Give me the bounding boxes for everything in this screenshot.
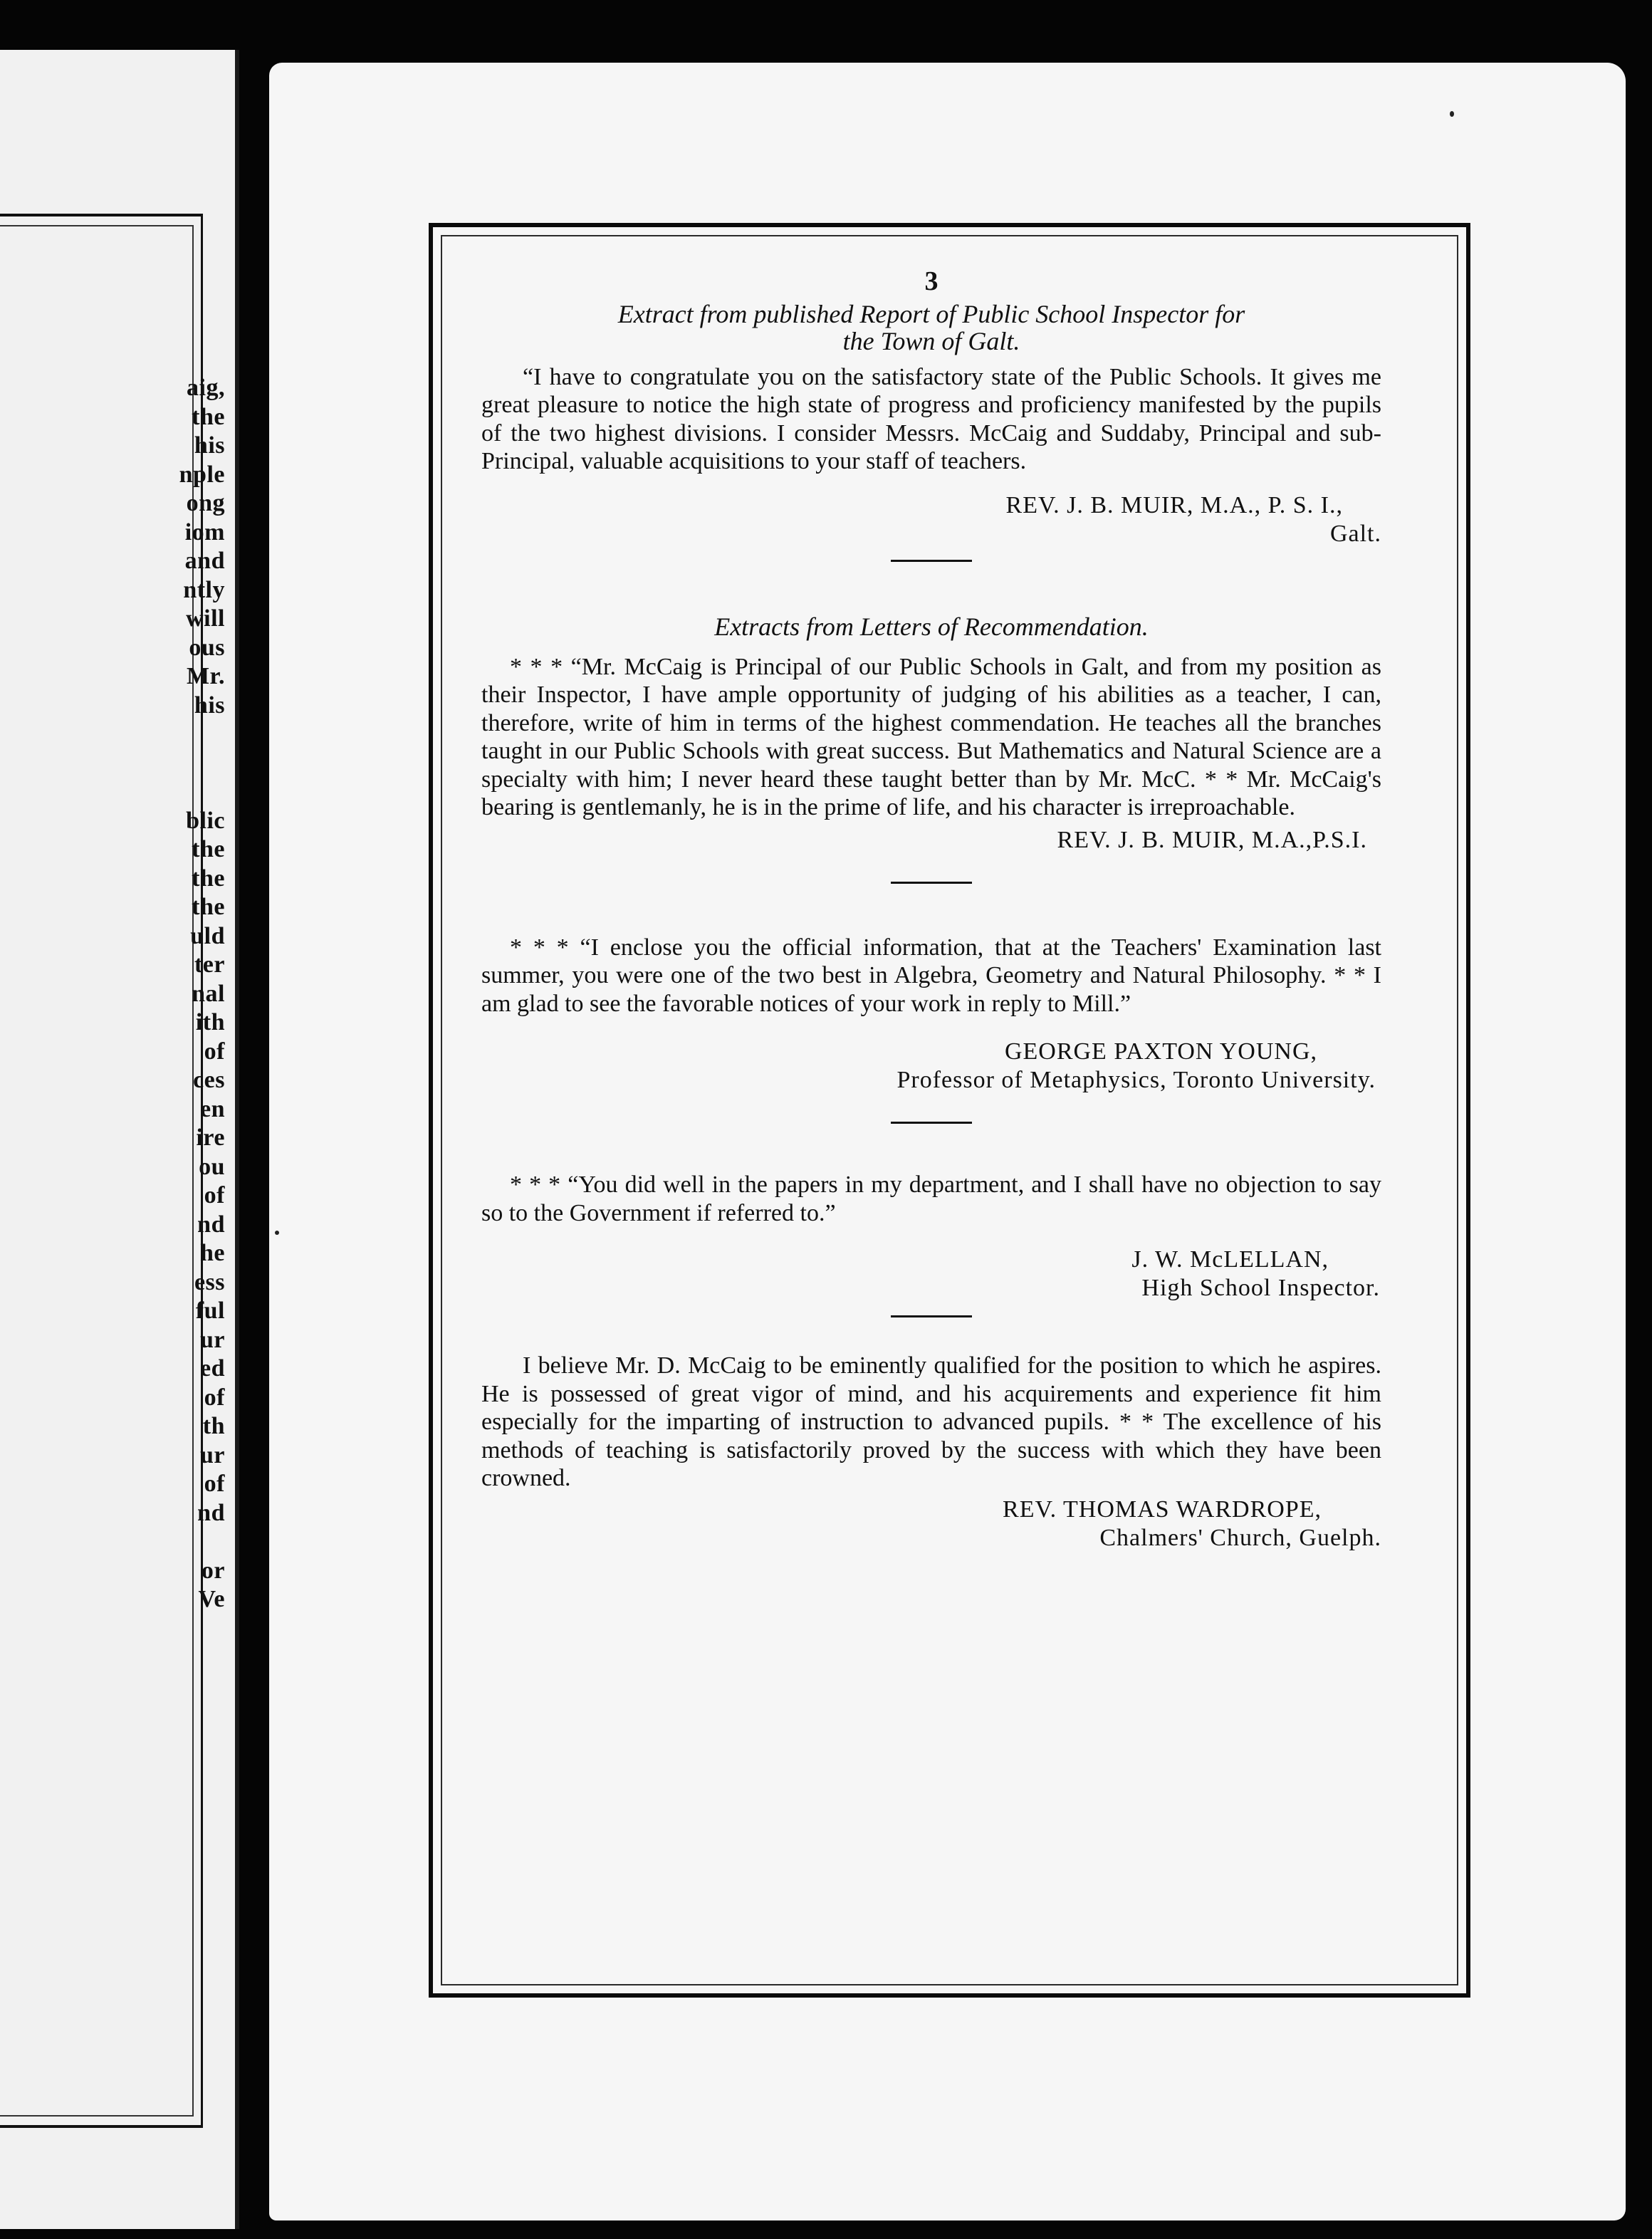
previous-page-fragment: iom xyxy=(184,518,225,546)
scan-speck xyxy=(275,1231,279,1235)
previous-page-fragment: ess xyxy=(194,1268,225,1295)
inspector-report-signature-place: Galt. xyxy=(1329,520,1381,547)
previous-page-fragment: nd xyxy=(197,1211,225,1238)
letter-young-signature-title: Professor of Metaphysics, Toronto University. xyxy=(896,1067,1376,1093)
inspector-report-text: “I have to congratulate you on the satisfactory state of the Public Schools. It gives me great pleasure to notice the high state of progress and proficiency manifested by the pupils of the two highest divisions. I consider Messrs. McCaig and Suddaby, Principal and sub-Principal, valuable acquisitions to your staff of teachers. xyxy=(481,363,1381,474)
previous-page-fragment: ire xyxy=(196,1124,225,1151)
scan-speck xyxy=(1450,111,1454,117)
letter-muir-signature: REV. J. B. MUIR, M.A.,P.S.I. xyxy=(1057,826,1367,853)
previous-page-fragment: of xyxy=(204,1384,225,1411)
previous-page-fragment xyxy=(179,720,225,749)
previous-page-fragment: ith xyxy=(195,1009,225,1035)
letter-mclellan-text: * * * “You did well in the papers in my department, and I shall have no objection to say so to the Government if referred to.” xyxy=(481,1171,1381,1226)
previous-page-fragment: he xyxy=(200,1240,225,1266)
previous-page-fragment: aig, xyxy=(187,375,225,401)
letters-heading: Extracts from Letters of Recommendation. xyxy=(714,612,1149,641)
previous-page-fragment: the xyxy=(192,894,225,920)
previous-page-fragment: en xyxy=(200,1095,225,1122)
previous-page-fragment: nple xyxy=(179,461,225,488)
previous-page-fragment: ntly xyxy=(183,576,225,603)
letter-wardrope-signature-name: REV. THOMAS WARDROPE, xyxy=(1003,1496,1322,1523)
letter-mclellan-signature-name: J. W. McLELLAN, xyxy=(1131,1246,1329,1273)
previous-page-fragment: the xyxy=(192,865,225,892)
previous-page-fragment: of xyxy=(204,1471,225,1497)
previous-page-fragment: his xyxy=(194,691,225,719)
previous-page-fragment: nal xyxy=(192,980,225,1007)
previous-page-fragment: Mr. xyxy=(186,663,225,689)
previous-page-fragment: of xyxy=(204,1182,225,1209)
previous-page-fragment: the xyxy=(192,836,225,862)
previous-page-fragment: ous xyxy=(189,634,225,661)
previous-page-fragment xyxy=(179,749,225,778)
previous-page-fragment: nd xyxy=(197,1499,225,1526)
previous-page-fragment: and xyxy=(184,548,225,574)
letter-young-text: * * * “I enclose you the official information, that at the Teachers' Examination last summer, you were one of the two best in Algebra, Geometry and Natural Philosophy. * * I am glad to see the favorable notices of your work in reply to Mill.” xyxy=(481,934,1381,1017)
page-number: 3 xyxy=(924,266,939,296)
letter-wardrope-signature-title: Chalmers' Church, Guelph. xyxy=(1099,1524,1381,1551)
document-page xyxy=(269,63,1626,2220)
previous-page-text-fragments xyxy=(179,374,225,1614)
letter-muir-text: * * * “Mr. McCaig is Principal of our Public Schools in Galt, and from my position as their Inspector, I have ample opportunity of judging of his abilities as a teacher, I can, therefore, write of him in terms of the highest commendation. He teaches all the branches taught in our Public Schools with great success. But Mathematics and Natural Science are a specialty with him; I never heard these taught better than by Mr. McC. * * Mr. McCaig's bearing is gentlemanly, he is in the prime of life, and his character is irreproachable. xyxy=(481,653,1381,820)
previous-page-fragment: or xyxy=(201,1557,225,1584)
previous-page-fragment: will xyxy=(186,605,225,632)
previous-page-fragment: uld xyxy=(190,922,225,949)
letter-young-signature-name: GEORGE PAXTON YOUNG, xyxy=(1004,1038,1317,1065)
previous-page-fragment: ces xyxy=(193,1067,225,1093)
previous-page-fragment: blic xyxy=(186,807,225,834)
previous-page-fragment: Ve xyxy=(198,1586,225,1612)
previous-page-fragment: his xyxy=(194,432,225,459)
previous-page-fragment: ou xyxy=(199,1153,225,1180)
letter-mclellan-signature-title: High School Inspector. xyxy=(1141,1275,1380,1301)
page-content xyxy=(481,268,1381,1552)
previous-page-fragment: ful xyxy=(195,1298,225,1324)
previous-page-fragment: ur xyxy=(200,1441,225,1468)
previous-page-fragment: ed xyxy=(200,1355,225,1382)
previous-page-fragment: th xyxy=(202,1413,225,1439)
previous-page-fragment: ur xyxy=(200,1326,225,1353)
previous-page-border xyxy=(0,214,203,2128)
inspector-report-heading: Extract from published Report of Public School Inspector for the Town of Galt. xyxy=(617,299,1245,355)
letter-wardrope-text: I believe Mr. D. McCaig to be eminently qualified for the position to which he aspires. He is possessed of great vigor of mind, and his acquirements and experience fit him especially for the imparting of instruction to advanced pupils. * * The excellence of his methods of teaching is satisfactorily proved by the success with which they have been crowned. xyxy=(481,1352,1381,1491)
previous-page-fragment xyxy=(179,1528,225,1557)
inspector-report-signature-name: REV. J. B. MUIR, M.A., P. S. I., xyxy=(1005,491,1343,518)
previous-page-fragment xyxy=(179,778,225,807)
previous-page-fragment: of xyxy=(204,1038,225,1065)
previous-page-fragment: ter xyxy=(194,951,225,978)
previous-page-fragment: the xyxy=(192,403,225,430)
previous-page xyxy=(0,50,239,2229)
previous-page-fragment: ong xyxy=(186,490,225,516)
